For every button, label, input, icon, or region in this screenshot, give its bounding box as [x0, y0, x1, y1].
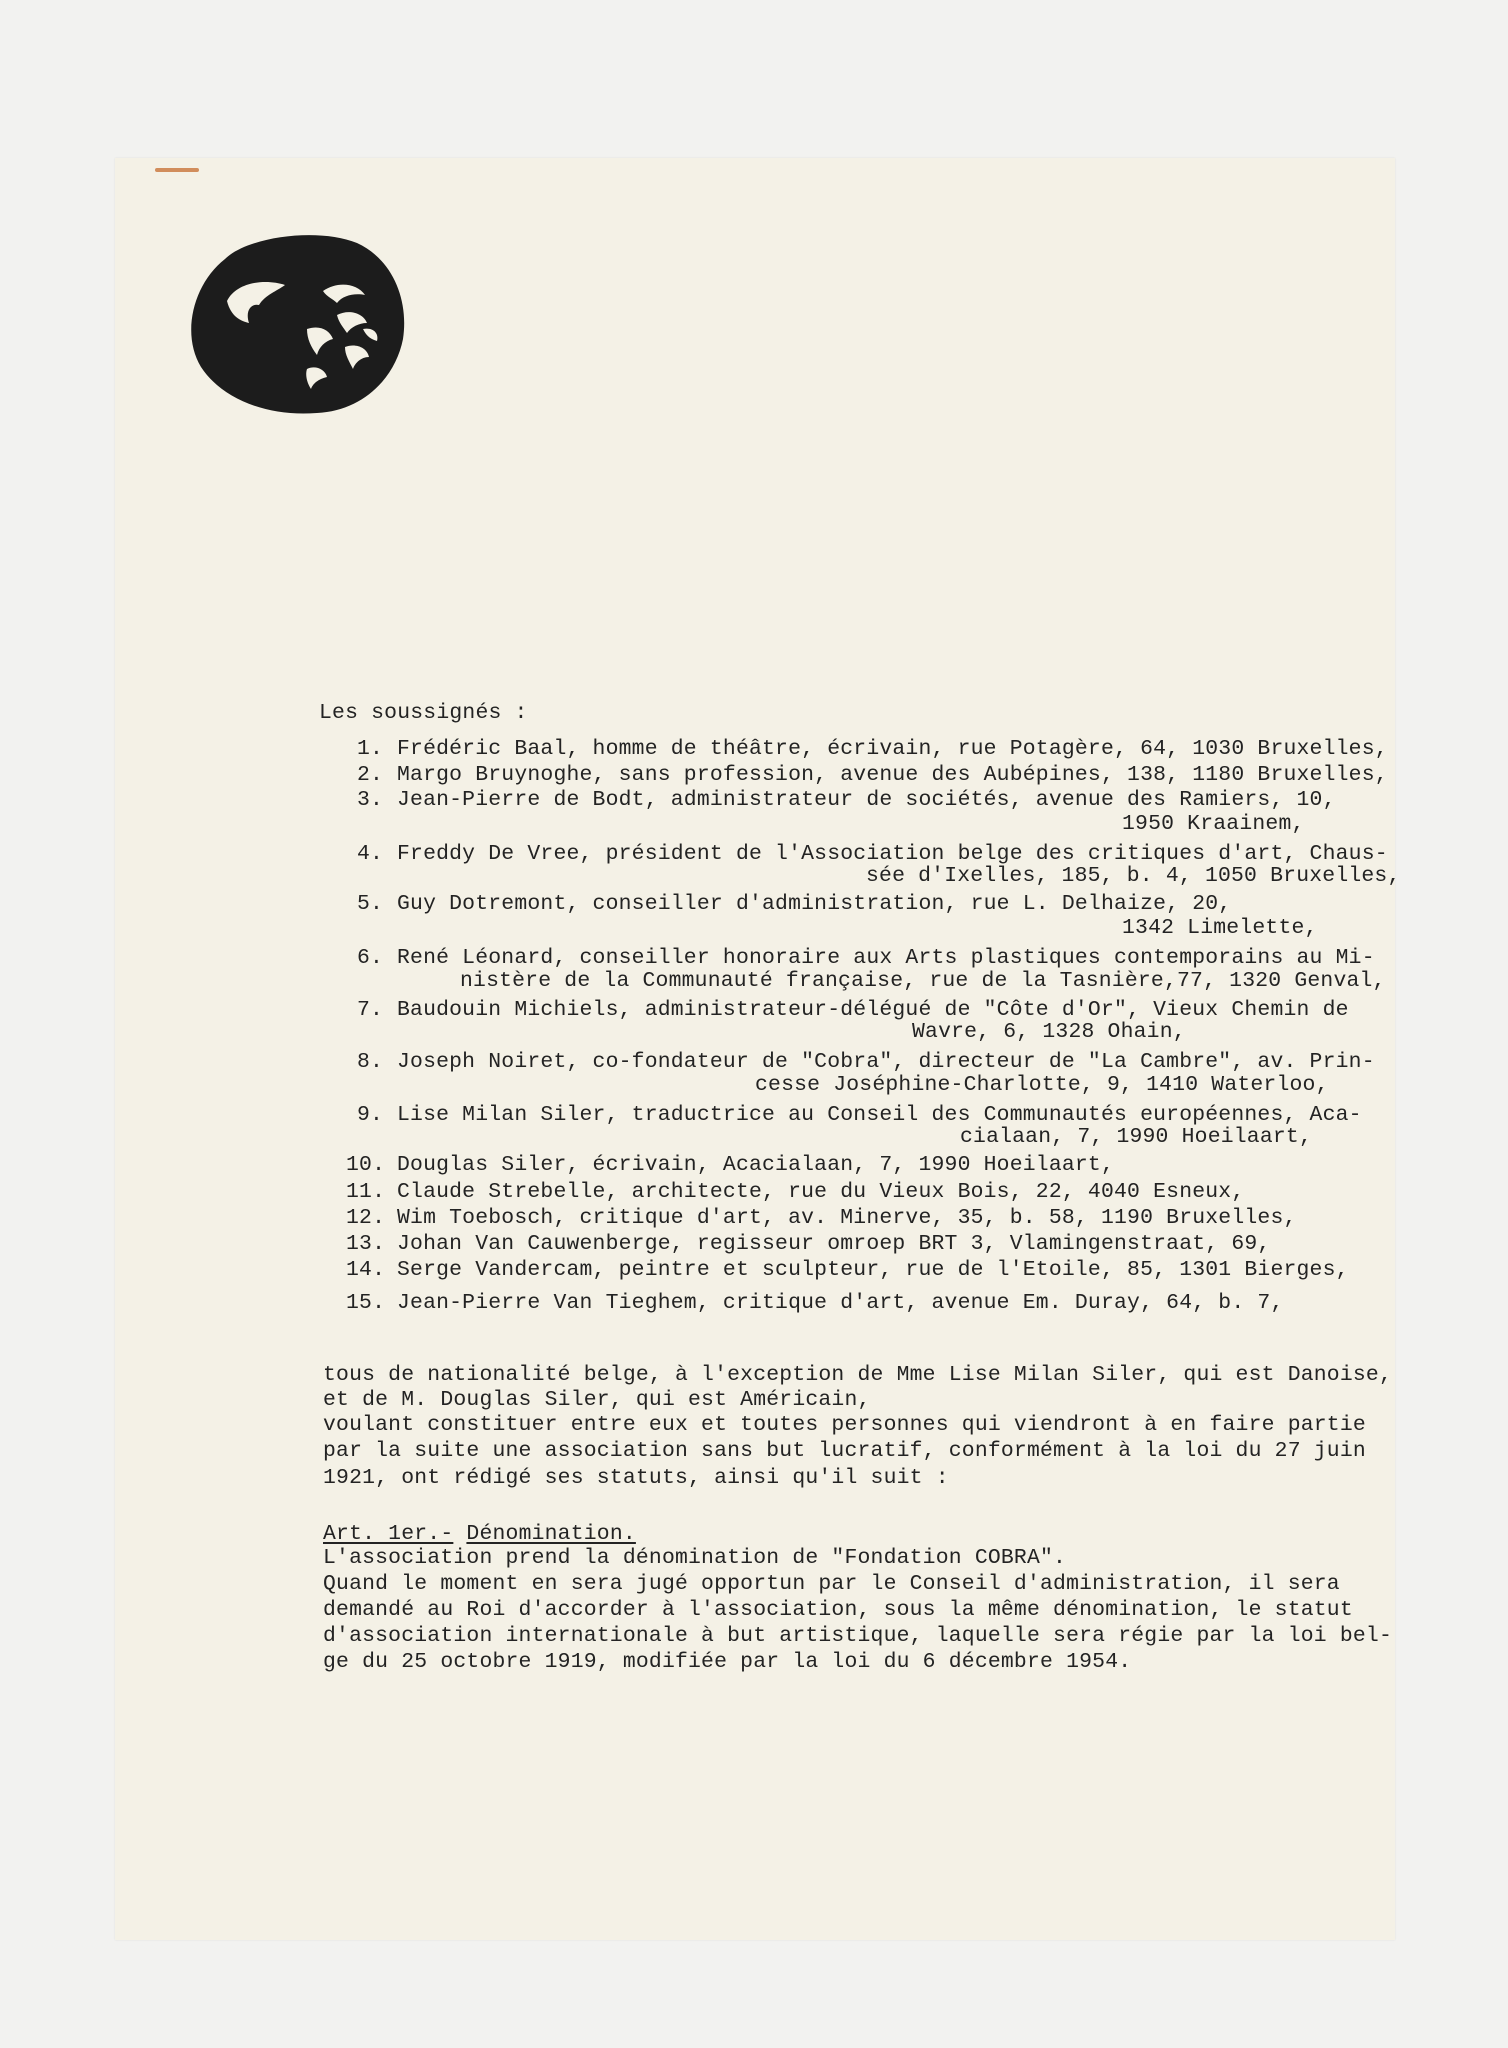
article-number: Art. 1er.-	[323, 1522, 454, 1546]
list-item: Jean-Pierre Van Tieghem, critique d'art, avenue Em. Duray, 64, b. 7,	[397, 1291, 1284, 1315]
list-item-number: 11.	[346, 1180, 386, 1204]
list-item: Margo Bruynoghe, sans profession, avenue des Aubépines, 138, 1180 Bruxelles,	[397, 763, 1388, 787]
list-item-continuation: sée d'Ixelles, 185, b. 4, 1050 Bruxelles,	[866, 864, 1401, 888]
list-item-continuation: nistère de la Communauté française, rue de la Tasnière,77, 1320 Genval,	[460, 969, 1386, 993]
paragraph-line: et de M. Douglas Siler, qui est Américain,	[323, 1388, 871, 1412]
list-item-number: 15.	[346, 1291, 386, 1315]
list-item-number: 9.	[357, 1103, 384, 1127]
list-item: Baudouin Michiels, administrateur-délégué de "Côte d'Or", Vieux Chemin de	[397, 998, 1349, 1022]
paragraph-line: tous de nationalité belge, à l'exception de Mme Lise Milan Siler, qui est Danoise,	[323, 1363, 1392, 1387]
cobra-head-logo-icon	[187, 229, 409, 415]
paragraph-line: d'association internationale à but artistique, laquelle sera régie par la loi bel-	[323, 1624, 1392, 1648]
list-item-number: 1.	[357, 737, 384, 761]
list-item-number: 14.	[346, 1258, 386, 1282]
list-item-number: 4.	[357, 842, 384, 866]
list-item-number: 12.	[346, 1206, 386, 1230]
list-item: Joseph Noiret, co-fondateur de "Cobra", directeur de "La Cambre", av. Prin-	[397, 1050, 1375, 1074]
list-item-number: 7.	[357, 998, 384, 1022]
list-item-number: 6.	[357, 946, 384, 970]
list-item: Jean-Pierre de Bodt, administrateur de sociétés, avenue des Ramiers, 10,	[397, 788, 1336, 812]
list-item-continuation: 1342 Limelette,	[1122, 916, 1318, 940]
paragraph-line: voulant constituer entre eux et toutes personnes qui viendront à en faire partie	[323, 1413, 1366, 1437]
list-item: Lise Milan Siler, traductrice au Conseil des Communautés européennes, Aca-	[397, 1103, 1362, 1127]
list-item: Guy Dotremont, conseiller d'administration, rue L. Delhaize, 20,	[397, 892, 1232, 916]
list-item-number: 5.	[357, 892, 384, 916]
paragraph-line: par la suite une association sans but lucratif, conformément à la loi du 27 juin	[323, 1439, 1366, 1463]
list-item: Douglas Siler, écrivain, Acacialaan, 7, 1990 Hoeilaart,	[397, 1153, 1115, 1177]
list-item-continuation: cesse Joséphine-Charlotte, 9, 1410 Waterloo,	[755, 1073, 1329, 1097]
paragraph-line: L'association prend la dénomination de "Fondation COBRA".	[323, 1546, 1067, 1570]
list-item-number: 10.	[346, 1153, 386, 1177]
list-item: Claude Strebelle, architecte, rue du Vieux Bois, 22, 4040 Esneux,	[397, 1180, 1245, 1204]
list-item-continuation: 1950 Kraainem,	[1122, 812, 1305, 836]
intro-line: Les soussignés :	[319, 701, 528, 725]
list-item: Freddy De Vree, président de l'Association belge des critiques d'art, Chaus-	[397, 842, 1388, 866]
list-item-continuation: Wavre, 6, 1328 Ohain,	[912, 1020, 1186, 1044]
article-title: Dénomination.	[466, 1522, 636, 1546]
list-item-number: 8.	[357, 1050, 384, 1074]
paragraph-line: ge du 25 octobre 1919, modifiée par la loi du 6 décembre 1954.	[323, 1650, 1132, 1674]
paragraph-line: Quand le moment en sera jugé opportun par le Conseil d'administration, il sera	[323, 1572, 1340, 1596]
list-item-number: 2.	[357, 763, 384, 787]
list-item: Johan Van Cauwenberge, regisseur omroep BRT 3, Vlamingenstraat, 69,	[397, 1232, 1271, 1256]
paragraph-line: 1921, ont rédigé ses statuts, ainsi qu'il suit :	[323, 1466, 949, 1490]
list-item: Frédéric Baal, homme de théâtre, écrivain, rue Potagère, 64, 1030 Bruxelles,	[397, 737, 1388, 761]
list-item: René Léonard, conseiller honoraire aux Arts plastiques contemporains au Mi-	[397, 946, 1375, 970]
list-item-number: 13.	[346, 1232, 386, 1256]
tape-stain	[155, 168, 199, 172]
paragraph-line: demandé au Roi d'accorder à l'association, sous la même dénomination, le statut	[323, 1598, 1353, 1622]
list-item-number: 3.	[357, 788, 384, 812]
article-heading	[323, 1522, 636, 1546]
list-item: Serge Vandercam, peintre et sculpteur, rue de l'Etoile, 85, 1301 Bierges,	[397, 1258, 1349, 1282]
list-item: Wim Toebosch, critique d'art, av. Minerve, 35, b. 58, 1190 Bruxelles,	[397, 1206, 1297, 1230]
list-item-continuation: cialaan, 7, 1990 Hoeilaart,	[960, 1125, 1312, 1149]
